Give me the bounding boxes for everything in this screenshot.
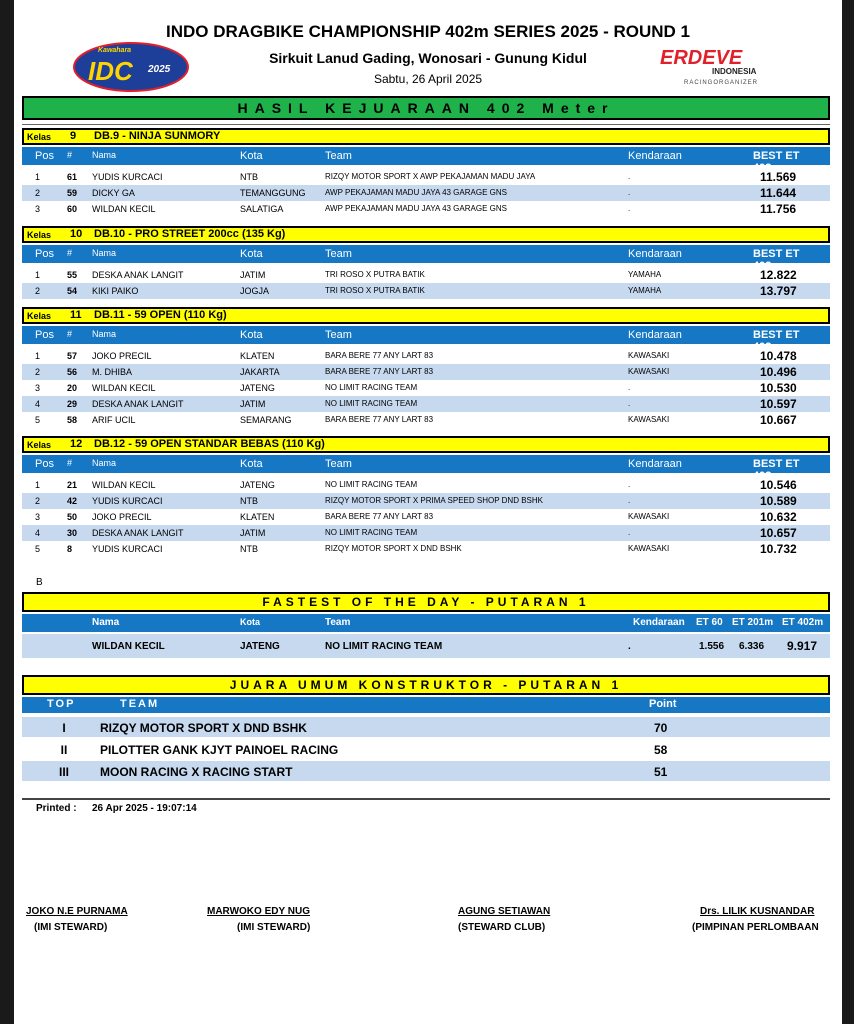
cell-best-et: 10.589 [760,494,797,508]
cell-team: AWP PEKAJAMAN MADU JAYA 43 GARAGE GNS [325,188,507,197]
column-header-kota: Kota [240,458,263,470]
kelas-number: 9 [70,130,77,142]
cell-team: NO LIMIT RACING TEAM [325,528,418,537]
cell-team: RIZQY MOTOR SPORT X AWP PEKAJAMAN MADU JAYA [325,172,536,181]
fastest-head-kota: Kota [240,617,260,627]
signature-role: (STEWARD CLUB) [458,922,546,933]
fastest-head-et201: ET 201m [732,617,774,628]
cell-number: 55 [67,270,78,280]
signature-name: JOKO N.E PURNAMA [26,906,128,917]
cell-team: TRI ROSO X PUTRA BATIK [325,286,425,295]
cell-nama: JOKO PRECIL [92,512,152,522]
cell-kendaraan: KAWASAKI [628,367,670,376]
cell-kendaraan: KAWASAKI [628,415,670,424]
kelas-name: DB.11 - 59 OPEN (110 Kg) [94,309,227,321]
juara-team: MOON RACING X RACING START [100,765,293,779]
cell-kendaraan: . [628,496,631,505]
cell-kota: NTB [240,544,258,554]
cell-pos: 2 [35,188,41,198]
cell-kota: JATIM [240,399,266,409]
cell-team: NO LIMIT RACING TEAM [325,480,418,489]
fastest-head-et60: ET 60 [696,617,723,628]
cell-nama: ARIF UCIL [92,415,136,425]
result-row [22,380,830,396]
document-title: INDO DRAGBIKE CHAMPIONSHIP 402m SERIES 2025 - ROUND 1 [166,22,690,41]
logo-left-sub: 2025 [148,64,171,75]
fastest-header [22,614,830,632]
juara-point: 70 [654,721,668,735]
signature-block [26,906,128,933]
cell-nama: WILDAN KECIL [92,480,156,490]
cell-kendaraan: . [628,204,631,213]
cell-kendaraan: . [628,383,631,392]
cell-kendaraan: KAWASAKI [628,351,670,360]
cell-best-et: 10.667 [760,413,797,427]
signature-block [207,906,310,933]
cell-kendaraan: . [628,172,631,181]
printed-label: Printed : [36,803,77,814]
result-row [22,348,830,364]
column-header-team: Team [325,329,352,341]
cell-best-et: 10.546 [760,478,797,492]
column-header-kota: Kota [240,150,263,162]
signature-name: AGUNG SETIAWAN [458,906,551,917]
fastest-kota: JATENG [240,641,280,652]
section-marker: B [36,577,43,588]
cell-kota: JOGJA [240,286,270,296]
cell-number: 54 [67,286,78,296]
signature-name: MARWOKO EDY NUG [207,906,310,917]
cell-pos: 4 [35,528,41,538]
juara-team: PILOTTER GANK KJYT PAINOEL RACING [100,743,339,757]
cell-kota: KLATEN [240,351,275,361]
column-header-no: # [67,150,73,160]
cell-team: RIZQY MOTOR SPORT X PRIMA SPEED SHOP DND BSHK [325,496,543,505]
fastest-head-et402: ET 402m [782,617,824,628]
juara-head-top: TOP [47,698,76,710]
results-banner: HASIL KEJUARAAN 402 Meter [22,96,830,120]
cell-team: BARA BERE 77 ANY LART 83 [325,367,434,376]
cell-number: 8 [67,544,73,554]
fastest-nama: WILDAN KECIL [92,641,165,652]
cell-best-et: 11.756 [760,202,797,216]
cell-number: 58 [67,415,78,425]
kelas-number: 11 [70,309,82,321]
cell-team: BARA BERE 77 ANY LART 83 [325,415,434,424]
cell-team: BARA BERE 77 ANY LART 83 [325,351,434,360]
logo-right-text: ERDEVE [660,47,743,69]
fastest-kendaraan: . [628,641,631,652]
cell-kendaraan: YAMAHA [628,286,662,295]
cell-team: AWP PEKAJAMAN MADU JAYA 43 GARAGE GNS [325,204,507,213]
column-header-nama: Nama [92,329,117,339]
result-row [22,283,830,299]
cell-team: NO LIMIT RACING TEAM [325,383,418,392]
cell-best-et: 10.632 [760,510,797,524]
cell-kendaraan: . [628,188,631,197]
kelas-name: DB.9 - NINJA SUNMORY [94,130,221,142]
column-header-pos: Pos [35,458,54,470]
cell-pos: 3 [35,383,41,393]
results-page [14,0,842,1024]
cell-best-et: 12.822 [760,268,797,282]
juara-team: RIZQY MOTOR SPORT X DND BSHK [100,721,307,735]
fastest-row [22,634,830,658]
cell-pos: 5 [35,544,41,554]
juara-row [22,739,830,759]
kelas-label: Kelas [27,440,52,450]
cell-team: BARA BERE 77 ANY LART 83 [325,512,434,521]
juara-header [22,697,830,713]
cell-nama: YUDIS KURCACI [92,544,163,554]
cell-pos: 4 [35,399,41,409]
juara-point: 58 [654,743,668,757]
cell-kota: NTB [240,172,258,182]
cell-kendaraan: . [628,528,631,537]
logo-right-tag: RACINGORGANIZER [684,80,759,86]
cell-kendaraan: . [628,399,631,408]
cell-team: TRI ROSO X PUTRA BATIK [325,270,425,279]
juara-rank: I [62,721,66,735]
cell-best-et: 13.797 [760,284,797,298]
cell-kota: SEMARANG [240,415,292,425]
cell-team: RIZQY MOTOR SPORT X DND BSHK [325,544,462,553]
kelas-bar [22,307,830,324]
result-row [22,169,830,185]
result-row [22,477,830,493]
cell-number: 56 [67,367,78,377]
result-row [22,509,830,525]
column-header-pos: Pos [35,150,54,162]
cell-kendaraan: KAWASAKI [628,544,670,553]
result-row [22,541,830,557]
result-row [22,493,830,509]
cell-kota: SALATIGA [240,204,284,214]
result-row [22,267,830,283]
cell-team: NO LIMIT RACING TEAM [325,399,418,408]
column-header-kota: Kota [240,248,263,260]
cell-kota: NTB [240,496,258,506]
column-header-kendaraan: Kendaraan [628,329,682,341]
signature-role: (IMI STEWARD) [237,922,311,933]
cell-kendaraan: KAWASAKI [628,512,670,521]
column-header-kendaraan: Kendaraan [628,248,682,260]
column-header-row [22,245,830,272]
juara-head-team: TEAM [120,698,160,710]
cell-kota: KLATEN [240,512,275,522]
cell-best-et: 10.530 [760,381,797,395]
column-header-row [22,147,830,174]
kelas-number: 12 [70,438,83,450]
cell-nama: WILDAN KECIL [92,383,156,393]
signature-role: (IMI STEWARD) [34,922,108,933]
fastest-et60: 1.556 [699,641,725,652]
result-row [22,525,830,541]
juara-rank: II [60,743,68,757]
column-header-row [22,455,830,482]
event-date: Sabtu, 26 April 2025 [373,72,483,86]
kelas-label: Kelas [27,230,52,240]
divider [22,124,830,125]
cell-nama: DICKY GA [92,188,135,198]
cell-best-et: 10.597 [760,397,797,411]
column-header-kendaraan: Kendaraan [628,458,682,470]
signature-block [692,906,819,933]
result-row [22,201,830,217]
logo-left-brand: Kawahara [98,47,132,54]
signature-role: (PIMPINAN PERLOMBAAN [692,922,819,933]
fastest-banner: FASTEST OF THE DAY - PUTARAN 1 [22,592,830,612]
column-header-pos: Pos [35,248,54,260]
juara-head-point: Point [649,698,677,710]
cell-number: 57 [67,351,78,361]
cell-kota: JATENG [240,383,275,393]
fastest-head-nama: Nama [92,617,120,628]
result-row [22,364,830,380]
column-header-nama: Nama [92,248,117,258]
column-header-pos: Pos [35,329,54,341]
cell-pos: 3 [35,204,41,214]
kelas-bar [22,226,830,243]
logo-left-text: IDC [88,56,133,86]
cell-nama: KIKI PAIKO [92,286,139,296]
column-header-kota: Kota [240,329,263,341]
fastest-et201: 6.336 [739,641,765,652]
juara-rank: III [58,765,69,779]
cell-nama: DESKA ANAK LANGIT [92,270,184,280]
column-header-best: BEST ET 402m [753,458,800,482]
cell-nama: YUDIS KURCACI [92,172,163,182]
cell-number: 21 [67,480,78,490]
cell-number: 61 [67,172,78,182]
column-header-kendaraan: Kendaraan [628,150,682,162]
cell-pos: 5 [35,415,41,425]
kelas-number: 10 [70,228,83,240]
cell-pos: 1 [35,351,41,361]
cell-best-et: 11.569 [760,170,797,184]
result-row [22,185,830,201]
column-header-team: Team [325,458,352,470]
cell-number: 42 [67,496,78,506]
cell-kendaraan: YAMAHA [628,270,662,279]
juara-point: 51 [654,765,668,779]
cell-pos: 1 [35,270,41,280]
column-header-no: # [67,248,73,258]
column-header-nama: Nama [92,458,117,468]
cell-number: 50 [67,512,78,522]
cell-nama: M. DHIBA [92,367,133,377]
cell-pos: 2 [35,367,41,377]
column-header-best: BEST ET 402m [753,329,800,353]
kelas-name: DB.10 - PRO STREET 200cc (135 Kg) [94,228,286,240]
column-header-no: # [67,329,73,339]
cell-best-et: 10.657 [760,526,797,540]
juara-banner: JUARA UMUM KONSTRUKTOR - PUTARAN 1 [22,675,830,695]
cell-nama: DESKA ANAK LANGIT [92,399,184,409]
cell-pos: 3 [35,512,41,522]
cell-pos: 1 [35,172,41,182]
cell-best-et: 10.478 [760,349,797,363]
cell-nama: DESKA ANAK LANGIT [92,528,184,538]
cell-best-et: 11.644 [760,186,797,200]
cell-best-et: 10.732 [760,542,797,556]
cell-best-et: 10.496 [760,365,797,379]
printed-value: 26 Apr 2025 - 19:07:14 [92,803,197,814]
signature-name: Drs. LILIK KUSNANDAR [700,906,815,917]
cell-kota: JAKARTA [240,367,280,377]
column-header-row [22,326,830,353]
signature-block [458,906,550,933]
cell-kota: JATENG [240,480,275,490]
fastest-head-kendaraan: Kendaraan [633,617,685,628]
fastest-head-team: Team [325,617,351,628]
divider [22,798,830,800]
cell-number: 20 [67,383,78,393]
cell-pos: 2 [35,496,41,506]
cell-number: 30 [67,528,78,538]
cell-pos: 2 [35,286,41,296]
column-header-no: # [67,458,73,468]
kelas-name: DB.12 - 59 OPEN STANDAR BEBAS (110 Kg) [94,438,325,450]
cell-nama: YUDIS KURCACI [92,496,163,506]
fastest-et402: 9.917 [787,639,818,653]
erdeve-logo [654,44,794,88]
cell-number: 60 [67,204,78,214]
cell-nama: JOKO PRECIL [92,351,152,361]
kelas-bar [22,128,830,145]
juara-row [22,761,830,781]
result-row [22,412,830,428]
cell-nama: WILDAN KECIL [92,204,156,214]
cell-kendaraan: . [628,480,631,489]
fastest-team: NO LIMIT RACING TEAM [325,641,443,652]
result-row [22,396,830,412]
column-header-best: BEST ET 402m [753,248,800,272]
kelas-bar [22,436,830,453]
column-header-team: Team [325,150,352,162]
cell-number: 29 [67,399,78,409]
kelas-label: Kelas [27,132,52,142]
column-header-team: Team [325,248,352,260]
juara-row [22,717,830,737]
cell-kota: JATIM [240,270,266,280]
column-header-best: BEST ET 402m [753,150,800,174]
cell-kota: TEMANGGUNG [240,188,306,198]
logo-right-sub: INDONESIA [712,67,757,76]
cell-pos: 1 [35,480,41,490]
cell-number: 59 [67,188,78,198]
cell-kota: JATIM [240,528,266,538]
kelas-label: Kelas [27,311,52,321]
column-header-nama: Nama [92,150,117,160]
venue: Sirkuit Lanud Gading, Wonosari - Gunung Kidul [269,50,587,66]
